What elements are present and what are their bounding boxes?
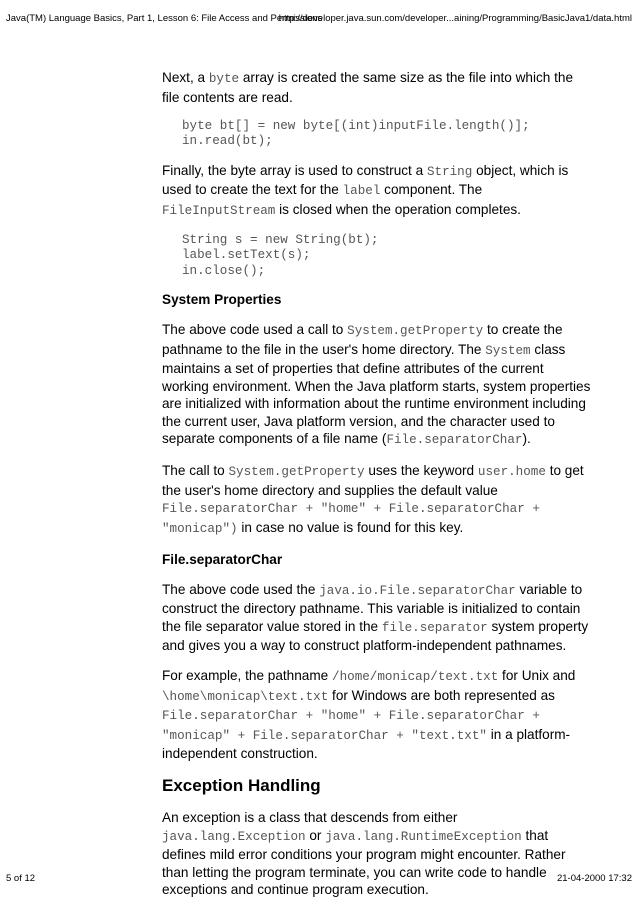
text: Finally, the byte array is used to construct a <box>162 162 427 178</box>
paragraph-construct-string <box>162 162 592 221</box>
heading-system-properties: System Properties <box>162 292 282 307</box>
text: object, which is used to create the text for the <box>162 162 569 197</box>
paragraph-system-property <box>162 321 592 450</box>
print-header <box>6 13 632 27</box>
inline-code: user.home <box>477 465 546 479</box>
print-datetime: 21-04-2000 17:32 <box>556 873 632 884</box>
text: in case no value is found for this key. <box>237 519 464 535</box>
paragraph-separator-char <box>162 581 592 655</box>
inline-code: File.separatorChar <box>386 433 523 447</box>
paragraph-byte-array <box>162 69 592 106</box>
text: to create the pathname to the file in the user's home directory. The <box>162 322 563 357</box>
text: system property and gives you a way to construct platform-independent pathnames. <box>162 618 589 653</box>
inline-code: java.lang.RuntimeException <box>325 829 522 844</box>
text: variable to construct the directory pathname. This variable is initialized to contain the file separator value stored in the <box>162 581 583 634</box>
document-body <box>162 69 592 911</box>
text: is closed when the operation completes. <box>275 201 521 217</box>
inline-code: \home\monicap\text.txt <box>162 689 329 704</box>
page-header-title: Java(TM) Language Basics, Part 1, Lesson 6: File Access and Permissions <box>6 13 323 24</box>
text: for Unix and <box>498 668 576 683</box>
inline-code: label <box>342 184 381 198</box>
inline-code: java.lang.Exception <box>162 829 306 844</box>
text: The call to <box>162 463 229 478</box>
text: that defines mild error conditions your program might encounter. Rather than letting the program terminate, you can write code to handle exceptions and continue program execution. <box>162 827 566 897</box>
text: ). <box>522 431 531 446</box>
text: component. The <box>380 182 483 197</box>
page-header-url: http://developer.java.sun.com/developer...aining/Programming/BasicJava1/data.html <box>278 13 632 24</box>
page-number: 5 of 12 <box>6 873 36 884</box>
text: An exception is a class that descends from either <box>162 810 458 825</box>
inline-code: String <box>426 164 473 179</box>
heading-exception-handling: Exception Handling <box>162 776 321 795</box>
inline-code: File.separatorChar + "home" + File.separatorChar + "monicap") <box>162 502 540 536</box>
text: uses the keyword <box>364 463 478 478</box>
text: The above code used the <box>162 581 320 597</box>
inline-code: FileInputStream <box>162 203 276 218</box>
text: For example, the pathname <box>162 668 333 683</box>
text: in a platform-independent construction. <box>162 726 571 761</box>
inline-code: byte <box>208 72 240 86</box>
text: Next, a <box>162 70 209 85</box>
code-block-string: String s = new String(bt); label.setText(s); in.close(); <box>182 232 379 278</box>
print-footer <box>6 873 632 887</box>
inline-code: System.getProperty <box>228 465 365 479</box>
text: for Windows are both represented as <box>328 687 555 703</box>
inline-code: file.separator <box>381 620 488 635</box>
text: class maintains a set of properties that define attributes of the current working environment. When the Java platform starts, system properties are initialized with information about the runtime environment including the current user, Java platform version, and the character used to separate components of a file name ( <box>162 341 591 446</box>
inline-code: System <box>485 343 531 358</box>
text: The above code used a call to <box>162 322 348 337</box>
inline-code: /home/monicap/text.txt <box>332 670 499 684</box>
text: to get the user's home directory and supplies the default value <box>162 463 584 498</box>
code-block-read: byte bt[] = new byte[(int)inputFile.length()]; in.read(bt); <box>182 118 530 148</box>
inline-code: System.getProperty <box>347 324 484 338</box>
inline-code: File.separatorChar + "home" + File.separatorChar + "monicap" + File.separatorChar + "text.txt" <box>162 709 540 743</box>
paragraph-user-home <box>162 462 592 538</box>
paragraph-pathname-example <box>162 667 592 763</box>
inline-code: java.io.File.separatorChar <box>319 583 516 598</box>
text: array is created the same size as the file into which the file contents are read. <box>162 70 574 105</box>
text: or <box>305 827 326 843</box>
heading-file-separator: File.separatorChar <box>162 551 283 567</box>
